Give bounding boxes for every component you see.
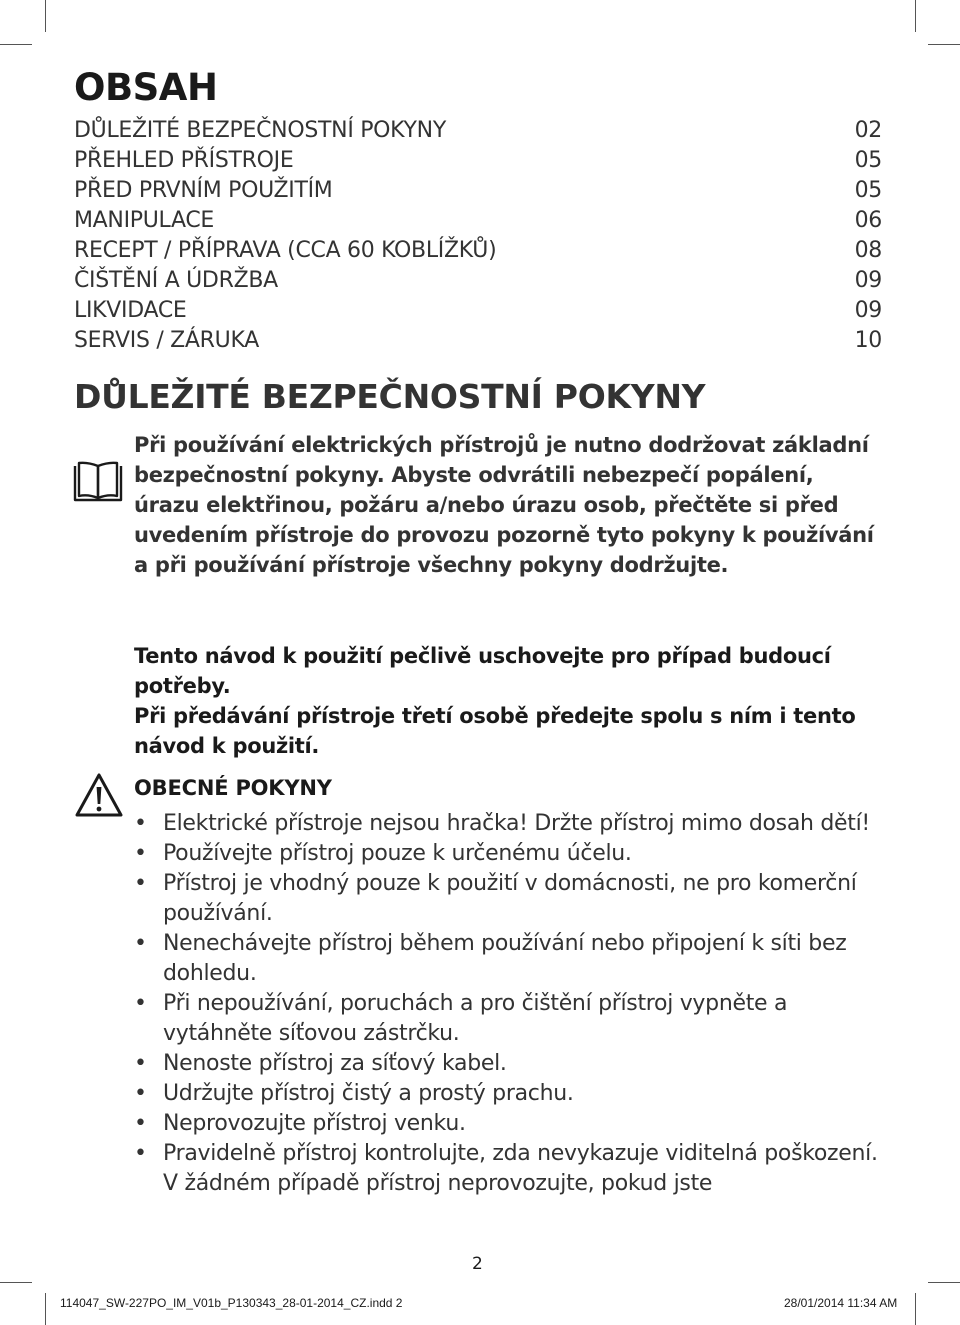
keep-manual-note — [134, 641, 879, 761]
toc-entry-label: PŘED PRVNÍM POUŽITÍM — [74, 178, 333, 203]
bullet: • — [134, 1111, 147, 1136]
list-item — [134, 1049, 894, 1079]
toc-entry — [74, 206, 882, 236]
toc-entry — [74, 146, 882, 176]
toc-entry-page: 05 — [854, 178, 882, 203]
list-item — [134, 929, 894, 989]
toc-entry-label: SERVIS / ZÁRUKA — [74, 328, 259, 353]
footer-date: 28/01/2014 11:34 AM — [784, 1296, 898, 1310]
list-item-text: Přístroj je vhodný pouze k použití v domácnosti, ne pro komerční používání. — [163, 871, 857, 926]
list-item — [134, 1109, 894, 1139]
toc-entry-page: 02 — [854, 118, 882, 143]
bullet: • — [134, 1051, 147, 1076]
toc-entry-label: PŘEHLED PŘÍSTROJE — [74, 148, 294, 173]
crop-mark — [915, 0, 916, 32]
list-item — [134, 809, 894, 839]
crop-mark — [928, 1282, 960, 1283]
toc-entry — [74, 236, 882, 266]
list-item-text: Udržujte přístroj čistý a prostý prachu. — [163, 1081, 574, 1106]
list-item-text: Elektrické přístroje nejsou hračka! Držte přístroj mimo dosah dětí! — [163, 811, 870, 836]
bullet: • — [134, 841, 147, 866]
crop-mark — [928, 44, 960, 45]
toc-entry — [74, 296, 882, 326]
toc-entry-page: 09 — [854, 298, 882, 323]
book-icon — [72, 460, 124, 506]
list-item-text: Pravidelně přístroj kontrolujte, zda nevykazuje viditelná poškození. V žádném případě přístroj neprovozujte, pokud jste — [163, 1141, 878, 1196]
keep-manual-note-1: Tento návod k použití pečlivě uschovejte pro případ budoucí potřeby. — [134, 644, 831, 698]
list-item-text: Neprovozujte přístroj venku. — [163, 1111, 466, 1136]
toc-entry-label: LIKVIDACE — [74, 298, 187, 323]
list-item — [134, 1079, 894, 1109]
list-item-text: Nenoste přístroj za síťový kabel. — [163, 1051, 507, 1076]
toc-title: OBSAH — [74, 66, 218, 109]
crop-mark — [45, 1293, 46, 1325]
toc-entry — [74, 266, 882, 296]
list-item — [134, 989, 894, 1049]
crop-mark — [0, 1282, 32, 1283]
bullet: • — [134, 1081, 147, 1106]
warning-icon — [74, 772, 124, 818]
footer-filename: 114047_SW-227PO_IM_V01b_P130343_28-01-2014_CZ.indd 2 — [60, 1296, 403, 1310]
toc-entry-label: MANIPULACE — [74, 208, 215, 233]
toc-entry-label: ČIŠTĚNÍ A ÚDRŽBA — [74, 268, 278, 293]
safety-intro: Při používání elektrických přístrojů je nutno dodržovat základní bezpečnostní pokyny. Abyste odvrátili nebezpečí popálení, úrazu elektřinou, požáru a/nebo úrazu osob, přečtěte si před uvedením přístroje do provozu pozorně tyto pokyny k používání a při používání přístroje všechny pokyny dodržujte. — [134, 433, 874, 577]
toc-entry-page: 09 — [854, 268, 882, 293]
keep-manual-note-2: Při předávání přístroje třetí osobě předejte spolu s ním i tento návod k použití. — [134, 704, 856, 758]
list-item-text: Při nepoužívání, poruchách a pro čištění přístroj vypněte a vytáhněte síťovou zástrčku. — [163, 991, 788, 1046]
list-item-text: Používejte přístroj pouze k určenému účelu. — [163, 841, 632, 866]
crop-mark — [915, 1293, 916, 1325]
safety-section-title: DŮLEŽITÉ BEZPEČNOSTNÍ POKYNY — [74, 377, 706, 416]
crop-mark — [0, 44, 32, 45]
toc-list — [74, 116, 882, 356]
bullet: • — [134, 1141, 147, 1166]
crop-mark — [45, 0, 46, 32]
toc-entry-page: 08 — [854, 238, 882, 263]
toc-entry — [74, 326, 882, 356]
list-item — [134, 869, 894, 929]
toc-entry-page: 05 — [854, 148, 882, 173]
list-item-text: Nenechávejte přístroj během používání nebo připojení k síti bez dohledu. — [163, 931, 847, 986]
list-item — [134, 1139, 894, 1199]
bullet: • — [134, 991, 147, 1016]
toc-entry — [74, 176, 882, 206]
general-instructions-list — [134, 809, 894, 1199]
bullet: • — [134, 871, 147, 896]
toc-entry-page: 10 — [854, 328, 882, 353]
page-number: 2 — [472, 1254, 483, 1274]
general-section-title: OBECNÉ POKYNY — [134, 776, 332, 800]
bullet: • — [134, 811, 147, 836]
toc-entry-label: RECEPT / PŘÍPRAVA (CCA 60 KOBLÍŽKŮ) — [74, 238, 497, 263]
toc-entry-label: DŮLEŽITÉ BEZPEČNOSTNÍ POKYNY — [74, 118, 446, 143]
list-item — [134, 839, 894, 869]
toc-entry-page: 06 — [854, 208, 882, 233]
toc-entry — [74, 116, 882, 146]
bullet: • — [134, 931, 147, 956]
